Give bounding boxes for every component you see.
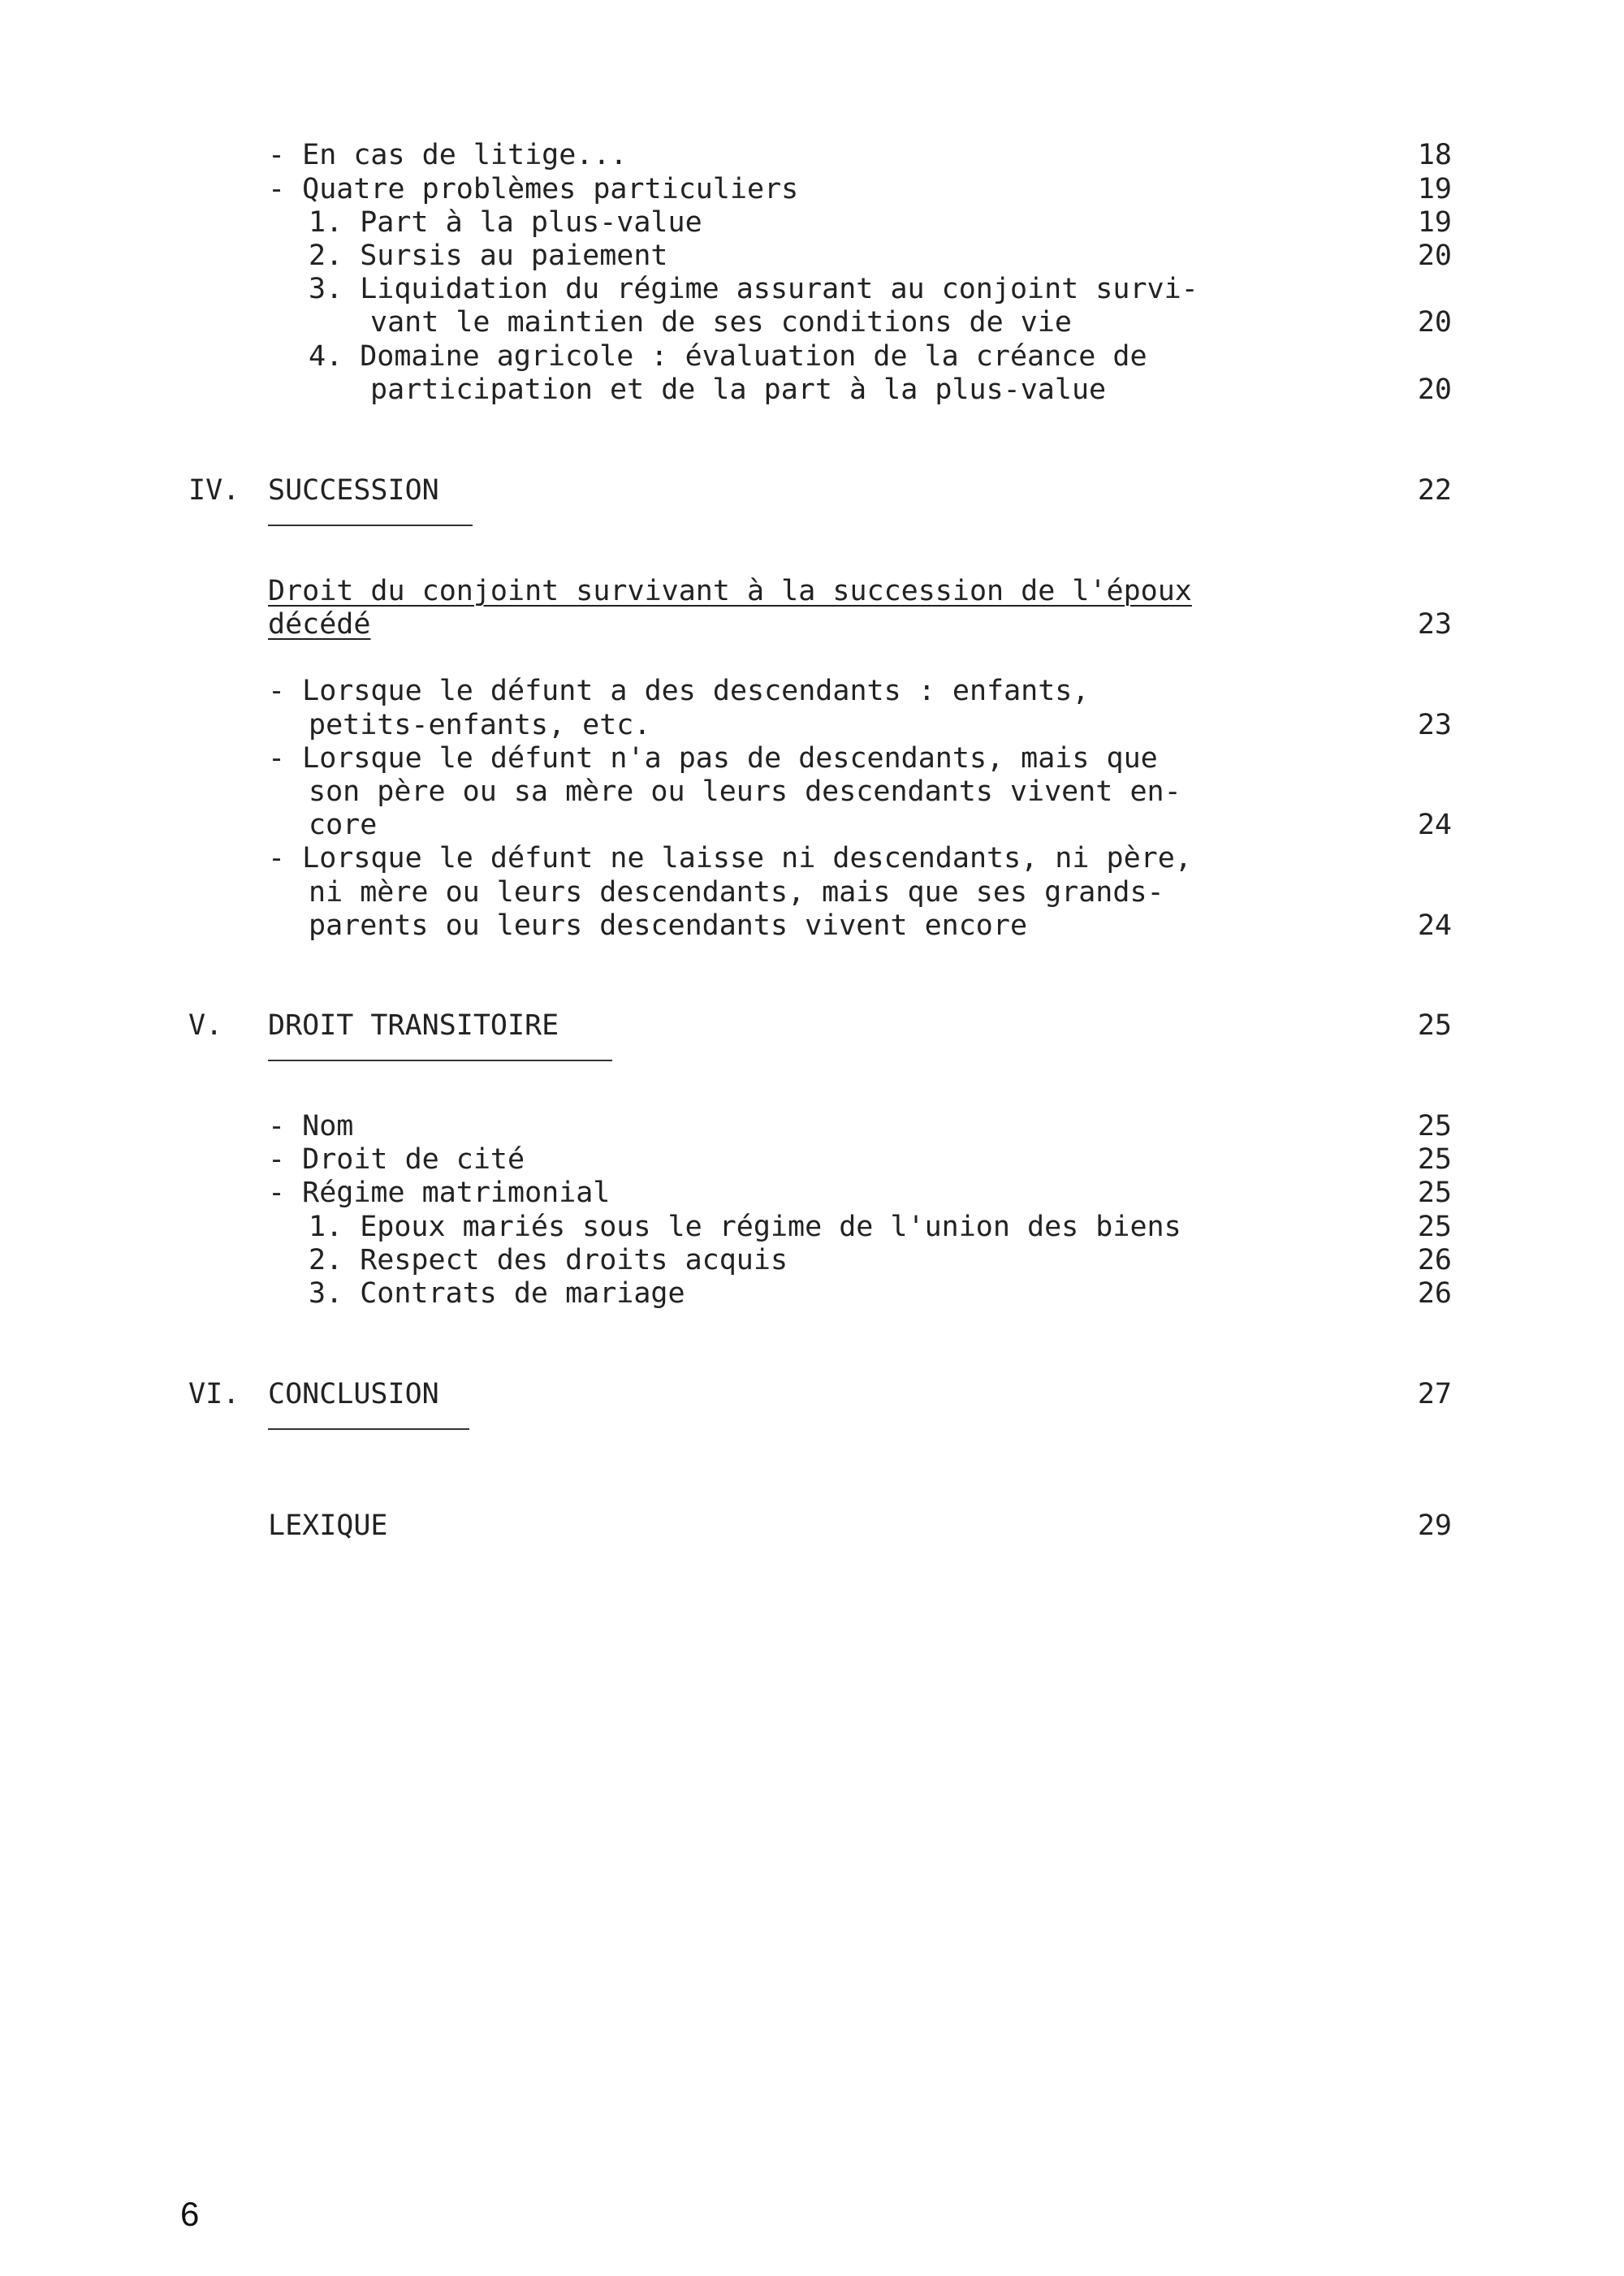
toc-page-problemes: 19 [1417, 173, 1452, 205]
toc-entry-pas-descendants-line3: core [309, 809, 378, 841]
section-title-conclusion: CONCLUSION [268, 1378, 439, 1410]
section-page-conclusion: 27 [1417, 1378, 1452, 1410]
toc-page-epoux: 25 [1417, 1211, 1452, 1243]
toc-page-nom: 25 [1417, 1110, 1452, 1142]
toc-page-domaine: 20 [1417, 374, 1452, 406]
toc-page-liquidation: 20 [1417, 306, 1452, 339]
section-page-droit-transitoire: 25 [1417, 1009, 1452, 1042]
page-number: 6 [180, 2195, 200, 2233]
subsection-page-droit-conjoint: 23 [1417, 608, 1452, 641]
section-underline-conclusion [268, 1428, 469, 1430]
toc-page-descendants: 23 [1417, 709, 1452, 741]
section-title-droit-transitoire: DROIT TRANSITOIRE [268, 1009, 559, 1042]
toc-entry-part: 1. Part à la plus-value [309, 206, 702, 239]
toc-entry-pas-descendants-line1: - Lorsque le défunt n'a pas de descendants, mais que [268, 742, 1158, 775]
toc-entry-domaine-line1: 4. Domaine agricole : évaluation de la créance de [309, 340, 1147, 373]
toc-entry-descendants-line2: petits-enfants, etc. [309, 709, 651, 741]
section-page-succession: 22 [1417, 474, 1452, 507]
toc-page-litige: 18 [1417, 139, 1452, 171]
toc-entry-grands-parents-line2: ni mère ou leurs descendants, mais que ses grands- [309, 876, 1164, 909]
toc-entry-domaine-line2: participation et de la part à la plus-value [370, 374, 1107, 406]
toc-page-droit-cite: 25 [1417, 1143, 1452, 1176]
toc-entry-descendants-line1: - Lorsque le défunt a des descendants : enfants, [268, 675, 1090, 707]
subsection-droit-conjoint-line2: décédé [268, 608, 371, 641]
section-underline-succession [268, 525, 473, 526]
toc-page-pas-descendants: 24 [1417, 809, 1452, 841]
subsection-droit-conjoint-line1: Droit du conjoint survivant à la succession de l'époux [268, 575, 1192, 607]
section-roman-vi: VI. [188, 1378, 240, 1410]
toc-entry-liquidation-line1: 3. Liquidation du régime assurant au conjoint survi- [309, 273, 1199, 305]
toc-entry-respect: 2. Respect des droits acquis [309, 1244, 788, 1276]
toc-page-regime: 25 [1417, 1177, 1452, 1209]
toc-entry-sursis: 2. Sursis au paiement [309, 240, 668, 272]
section-roman-v: V. [188, 1009, 223, 1042]
toc-entry-grands-parents-line3: parents ou leurs descendants vivent encore [309, 909, 1028, 942]
toc-entry-grands-parents-line1: - Lorsque le défunt ne laisse ni descendants, ni père, [268, 842, 1192, 875]
section-page-lexique: 29 [1417, 1509, 1452, 1542]
toc-entry-nom: - Nom [268, 1110, 354, 1142]
toc-page-contrats: 26 [1417, 1277, 1452, 1310]
section-roman-iv: IV. [188, 474, 240, 507]
section-title-succession: SUCCESSION [268, 474, 439, 507]
toc-entry-litige: - En cas de litige... [268, 139, 628, 171]
section-title-lexique: LEXIQUE [268, 1509, 388, 1542]
toc-page-sursis: 20 [1417, 240, 1452, 272]
toc-entry-pas-descendants-line2: son père ou sa mère ou leurs descendants vivent en- [309, 775, 1181, 808]
section-underline-droit-transitoire [268, 1060, 612, 1061]
toc-page-respect: 26 [1417, 1244, 1452, 1276]
toc-entry-problemes: - Quatre problèmes particuliers [268, 173, 799, 205]
toc-entry-liquidation-line2: vant le maintien de ses conditions de vie [370, 306, 1072, 339]
toc-entry-droit-cite: - Droit de cité [268, 1143, 525, 1176]
toc-entry-contrats: 3. Contrats de mariage [309, 1277, 685, 1310]
toc-entry-epoux: 1. Epoux mariés sous le régime de l'union des biens [309, 1211, 1181, 1243]
toc-page-part: 19 [1417, 206, 1452, 239]
toc-page-grands-parents: 24 [1417, 909, 1452, 942]
toc-entry-regime: - Régime matrimonial [268, 1177, 611, 1209]
